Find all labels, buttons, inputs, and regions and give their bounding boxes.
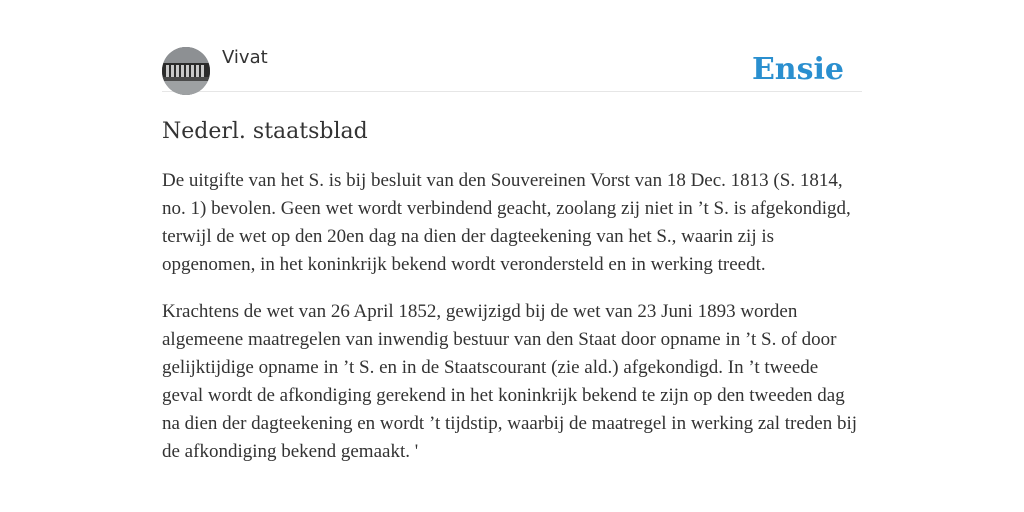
page-title: Nederl. staatsblad xyxy=(162,119,368,144)
header xyxy=(162,46,862,92)
article-paragraph: De uitgifte van het S. is bij besluit van den Souvereinen Vorst van 18 Dec. 1813 (S. 1814, no. 1) bevolen. Geen wet wordt verbindend geacht, zoolang zij niet in ’t S. is afgekondigd, terwijl de wet op den 20en dag na dien der dagteekening van het S., waarin zij is opgenomen, in het koninkrijk bekend wordt verondersteld en in werking treedt. xyxy=(162,170,851,275)
typewriter-keys-icon xyxy=(162,47,210,95)
brand-logo[interactable]: Ensie xyxy=(751,52,844,87)
article-body xyxy=(162,167,862,466)
article-paragraph: Krachtens de wet van 26 April 1852, gewijzigd bij de wet van 23 Juni 1893 worden algemeene maatregelen van inwendig bestuur van den Staat door opname in ’t S. of door gelijktijdige opname in ’t S. en in de Staatscourant (zie ald.) afgekondigd. In ’t tweede geval wordt de afkondiging gerekend in het koninkrijk bekend te zijn op den tweeden dag na dien der dagteekening en wordt ’t tijdstip, waarbij de maatregel in werking zal treden bij de afkondiging bekend gemaakt. ' xyxy=(162,301,858,462)
author-name[interactable]: Vivat xyxy=(222,47,268,68)
article-page xyxy=(162,46,862,485)
author-avatar[interactable] xyxy=(162,47,210,95)
